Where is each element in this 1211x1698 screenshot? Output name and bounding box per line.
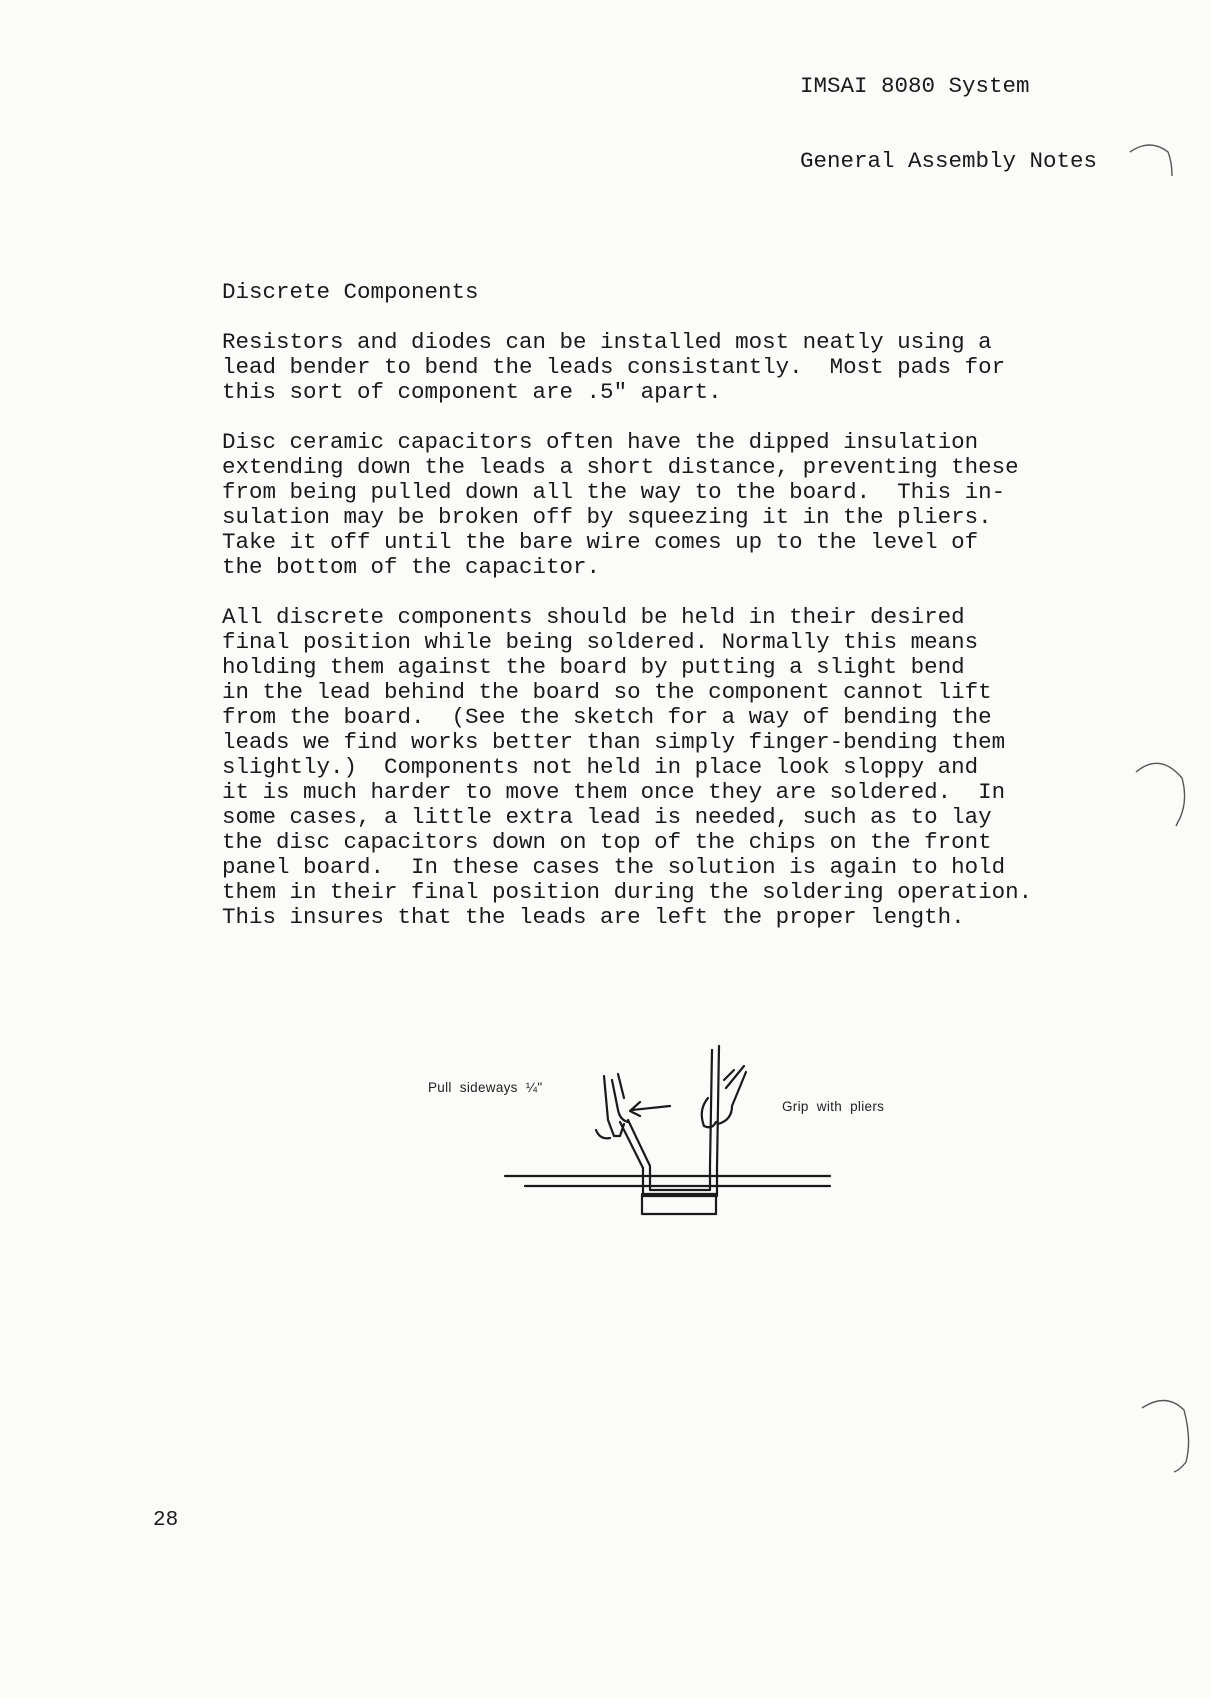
punch-mark-bottom [1142,1400,1189,1472]
paragraph-capacitors: Disc ceramic capacitors often have the dipped insulation extending down the leads a short distance, preventing these from being pulled down all the way to the board. This in- sulation may be broken off by squeezing it in the pliers. Take it off until the bare wire comes up to the level of the bottom of the capacitor. [222,429,1019,580]
header-line-2: General Assembly Notes [800,148,1098,174]
section-title: Discrete Components [222,279,479,305]
component-lead-inner [620,1046,719,1196]
header-line-1: IMSAI 8080 System [800,73,1030,99]
pull-arrow [630,1102,670,1116]
lead-bending-sketch [500,1040,840,1220]
pliers-right-jaw [702,1098,716,1127]
pliers-left-handle [618,1074,624,1098]
pliers-right-grip [718,1066,746,1124]
figure-label-grip: Grip with pliers [782,1099,885,1114]
pliers-left-lower [596,1130,610,1138]
component-lead [628,1050,712,1190]
document-header [800,24,1097,224]
figure-label-pull: Pull sideways ¼" [428,1080,543,1095]
punch-mark-top [1130,145,1172,176]
paragraph-resistors: Resistors and diodes can be installed most neatly using a lead bender to bend the leads consistantly. Most pads for this sort of component are .5" apart. [222,329,1006,405]
page-number: 28 [153,1509,179,1532]
punch-mark-middle [1136,763,1185,826]
paragraph-positioning: All discrete components should be held in their desired final position while being soldered. Normally this means holding them against the board by putting a slight bend in the lead behind the board so the component cannot lift from the board. (See the sketch for a way of bending the leads we find works better than simply finger-bending them slightly.) Components not held in place look sloppy and it is much harder to move them once they are soldered. In some cases, a little extra lead is needed, such as to lay the disc capacitors down on top of the chips on the front panel board. In these cases the solution is again to hold them in their final position during the soldering operation. This insures that the leads are left the proper length. [222,604,1033,930]
